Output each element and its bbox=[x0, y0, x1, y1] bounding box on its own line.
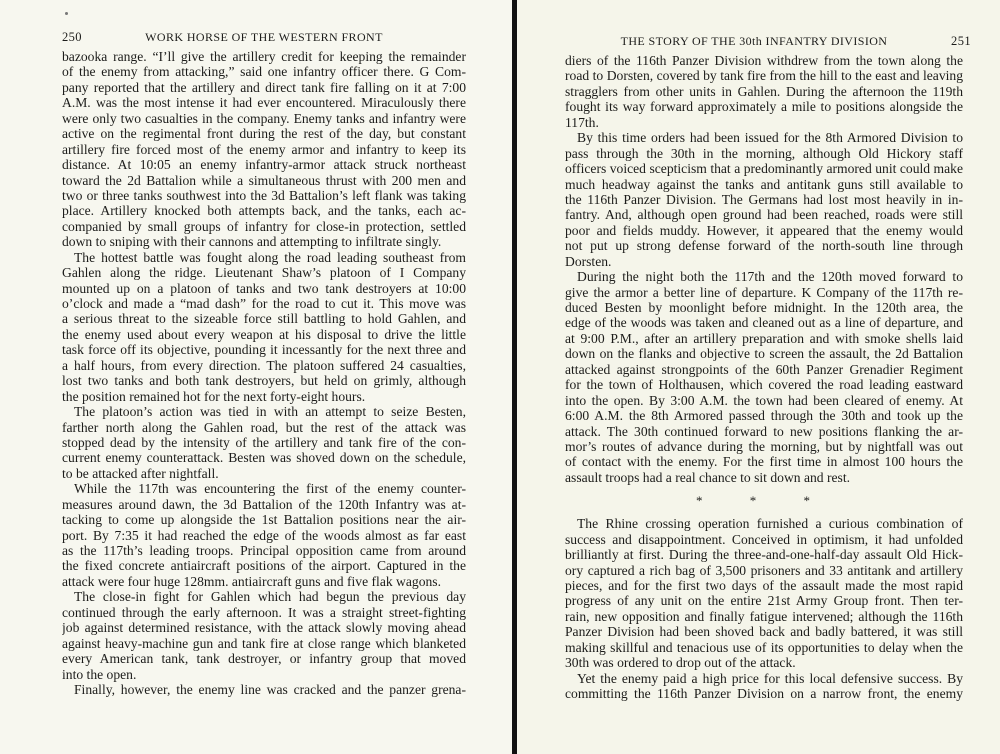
text-line: at 9:00 P.M., after an artillery preparation and with smoke shells laid bbox=[565, 330, 963, 346]
text-line: into the open. By 3:00 A.M. the town had been cleared of enemy. At bbox=[565, 392, 963, 408]
paragraph bbox=[62, 589, 466, 682]
text-line: By this time orders had been issued for the 8th Armored Division to bbox=[577, 130, 963, 146]
text-line: Gahlen along the ridge. Lieutenant Shaw’s platoon of I Company bbox=[62, 265, 466, 281]
running-head-right: THE STORY OF THE 30th INFANTRY DIVISION bbox=[620, 34, 888, 48]
text-line: of contact with the enemy. For the first time in almost 100 hours the bbox=[565, 454, 963, 470]
text-line: 30th was ordered to drop out of the attack. bbox=[565, 655, 796, 671]
text-line: the position remained hot for the next forty-eight hours. bbox=[62, 388, 366, 404]
text-line: the enemy used about every weapon at his disposal to drive the little bbox=[62, 326, 466, 342]
text-line: road to Dorsten, covered by tank fire from the hill to the east and leaving bbox=[565, 68, 963, 84]
paragraph bbox=[565, 671, 963, 702]
text-line: stopped dead by the intensity of the artillery and tank fire of the con- bbox=[62, 434, 466, 450]
text-line: a serious threat to the sizeable force still battling to hold Gahlen, and bbox=[62, 311, 466, 327]
text-line: job against determined resistance, with the attack slowly moving ahead bbox=[62, 620, 466, 636]
text-line: give the armor a better line of departure. K Company of the 117th re- bbox=[565, 284, 963, 300]
paragraph bbox=[565, 53, 963, 130]
text-line: attack. The 30th continued forward to new positions flanking the ar- bbox=[565, 423, 963, 439]
right-page bbox=[518, 0, 1000, 754]
text-line: measures around dawn, the 3d Battalion of the 120th Infantry was at- bbox=[62, 496, 466, 512]
text-line: committing the 116th Panzer Division on a narrow front, the enemy bbox=[565, 686, 963, 702]
text-line: continued through the early afternoon. It was a straight street-fighting bbox=[62, 604, 466, 620]
text-line: place. Artillery knocked both attempts back, and the tanks, each ac- bbox=[62, 203, 466, 219]
text-line: into the open. bbox=[62, 666, 137, 682]
text-line: tacking to come up alongside the 1st Battalion positions near the air- bbox=[62, 512, 466, 528]
text-line: port. By 7:35 it had reached the edge of the woods almost as far east bbox=[62, 527, 466, 543]
text-line: were only two casualties in the company. Enemy tanks and infantry were bbox=[62, 110, 466, 126]
text-line: distance. At 10:05 an enemy infantry-armor attack struck northeast bbox=[62, 157, 466, 173]
running-head-left: WORK HORSE OF THE WESTERN FRONT bbox=[145, 30, 383, 44]
text-line: a half hours, from every direction. The platoon suffered 24 casualties, bbox=[62, 357, 466, 373]
text-line: much headway against the tanks and antitank guns still available to bbox=[565, 176, 963, 192]
text-line: two or three tanks southwest into the 3d Battalion’s left flank was taking bbox=[62, 187, 466, 203]
text-line: not put up strong defense forward of the north-south line through bbox=[565, 238, 963, 254]
paragraph bbox=[62, 404, 466, 481]
paragraph bbox=[62, 682, 466, 697]
text-line: for the town of Holthausen, which covered the road leading eastward bbox=[565, 377, 963, 393]
text-line: companied by small groups of infantry for close-in protection, settled bbox=[62, 218, 466, 234]
left-running-header bbox=[62, 30, 466, 48]
text-line: against heavy-machine gun and tank fire at close range which blanketed bbox=[62, 635, 466, 651]
paragraph bbox=[565, 130, 963, 269]
text-line: stragglers from other units in Gahlen. During the afternoon the 119th bbox=[565, 83, 963, 99]
text-line: rain, new opposition and finally fatigue intervened; although the 116th bbox=[565, 608, 963, 624]
text-line: 117th. bbox=[565, 114, 599, 130]
text-line: attack were four huge 128mm. antiaircraft guns and five flak wagons. bbox=[62, 573, 441, 589]
text-line: fantry. And, although open ground had been reached, roads were still bbox=[565, 207, 963, 223]
text-line: pieces, and for the first two days of the assault made the most rapid bbox=[565, 578, 963, 593]
text-line: pany reported that the artillery and direct tank fire falling on it at 7:00 bbox=[62, 79, 466, 95]
paragraph bbox=[62, 481, 466, 589]
paragraph bbox=[565, 516, 963, 670]
text-line: progress of any unit on the entire 21st Army Group front. Then ter- bbox=[565, 593, 963, 609]
text-line: A.M. was the most intense it had ever encountered. Miraculously there bbox=[62, 95, 466, 111]
paragraph bbox=[62, 49, 466, 250]
scan-speck bbox=[65, 12, 68, 15]
text-line: Dorsten. bbox=[565, 253, 612, 269]
text-line: While the 117th was encountering the first of the enemy counter- bbox=[74, 481, 466, 497]
text-line: success and disappointment. Conceived in optimism, it had unfolded bbox=[565, 531, 963, 547]
text-line: The Rhine crossing operation furnished a curious combination of bbox=[577, 516, 963, 532]
text-line: artillery fire forced most of the enemy armor and infantry to keep its bbox=[62, 141, 466, 157]
right-running-header bbox=[565, 34, 971, 52]
page-number-left: 250 bbox=[62, 30, 82, 44]
text-line: down on the flanks and objective to screen the assault, the 2d Battalion bbox=[565, 346, 963, 362]
text-line: making skillful and tenacious use of its opportunities to delay when the bbox=[565, 639, 963, 655]
text-line: lost two tanks and both tank destroyers, but held on grimly, although bbox=[62, 373, 466, 389]
text-line: as the 117th’s leading troops. Principal opposition came from around bbox=[62, 543, 466, 558]
text-line: officers voiced scepticism that a predominantly armored unit could make bbox=[565, 161, 963, 177]
text-line: assault troops had a real chance to sit down and rest. bbox=[565, 469, 851, 485]
left-text-column bbox=[62, 49, 466, 697]
page-number-right: 251 bbox=[951, 34, 971, 48]
text-line: the 116th Panzer Division. The Germans had lost most heavily in in- bbox=[565, 191, 963, 207]
text-line: diers of the 116th Panzer Division withdrew from the town along the bbox=[565, 53, 963, 68]
text-line: The platoon’s action was tied in with an attempt to seize Besten, bbox=[74, 404, 466, 420]
text-line: pass through the 30th in the morning, although Old Hickory staff bbox=[565, 145, 963, 161]
text-line: 6:00 A.M. the 8th Armored passed through the 30th and took up the bbox=[565, 408, 963, 424]
text-line: of the enemy from attacking,” said one infantry officer there. G Com- bbox=[62, 64, 466, 80]
text-line: poor and fields muddy. However, it appeared that the enemy would bbox=[565, 222, 963, 238]
text-line: Yet the enemy paid a high price for this local defensive success. By bbox=[577, 670, 963, 686]
text-line: brilliantly at first. During the three-and-one-half-day assault Old Hick- bbox=[565, 547, 963, 563]
text-line: toward the 2d Battalion while a simultaneous thrust with 200 men and bbox=[62, 172, 466, 188]
text-line: active on the regimental front during the rest of the day, but constant bbox=[62, 126, 466, 142]
paragraph bbox=[62, 250, 466, 404]
text-line: Panzer Division had been shoved back and badly battered, it was still bbox=[565, 624, 963, 640]
text-line: the fixed concrete antiaircraft positions of the airport. Captured in the bbox=[62, 558, 466, 574]
paragraph bbox=[565, 269, 963, 485]
text-line: mor’s routes of advance during the morning, but by nightfall was out bbox=[565, 438, 963, 454]
text-line: mounted up on a platoon of tanks and two tank destroyers at 10:00 bbox=[62, 280, 466, 296]
text-line: fought its way forward approximately a mile to positions alongside the bbox=[565, 99, 963, 115]
text-line: Finally, however, the enemy line was cracked and the panzer grena- bbox=[74, 681, 466, 697]
text-line: to be attacked after nightfall. bbox=[62, 465, 219, 481]
text-line: attacked against strongpoints of the 60th Panzer Grenadier Regiment bbox=[565, 361, 963, 377]
text-line: farther north along the Gahlen road, but the rest of the attack was bbox=[62, 419, 466, 435]
text-line: task force off its objective, pounding it incessantly for the next three and bbox=[62, 342, 466, 358]
text-line: down to sniping with their cannons and attempting to infiltrate singly. bbox=[62, 234, 442, 250]
book-gutter bbox=[512, 0, 517, 754]
text-line: The hottest battle was fought along the road leading southeast from bbox=[74, 249, 466, 265]
text-line: During the night both the 117th and the 120th moved forward to bbox=[577, 269, 963, 285]
text-line: bazooka range. “I’ll give the artillery credit for keeping the remainder bbox=[62, 49, 466, 64]
section-break: * * * bbox=[696, 493, 832, 509]
text-line: o’clock and made a “mad dash” for the road to cut it. This move was bbox=[62, 296, 466, 311]
text-line: edge of the woods was taken and cleaned out as a line of departure, and bbox=[565, 315, 963, 331]
right-text-column bbox=[565, 53, 963, 702]
text-line: The close-in fight for Gahlen which had begun the previous day bbox=[74, 589, 466, 605]
text-line: current enemy counterattack. Besten was shoved down on the schedule, bbox=[62, 450, 466, 466]
text-line: ory captured a rich bag of 3,500 prisoners and 33 antitank and artillery bbox=[565, 562, 963, 578]
text-line: duced Besten by moonlight before midnight. In the 120th area, the bbox=[565, 300, 963, 315]
text-line: every American tank, tank destroyer, or infantry group that moved bbox=[62, 651, 466, 667]
